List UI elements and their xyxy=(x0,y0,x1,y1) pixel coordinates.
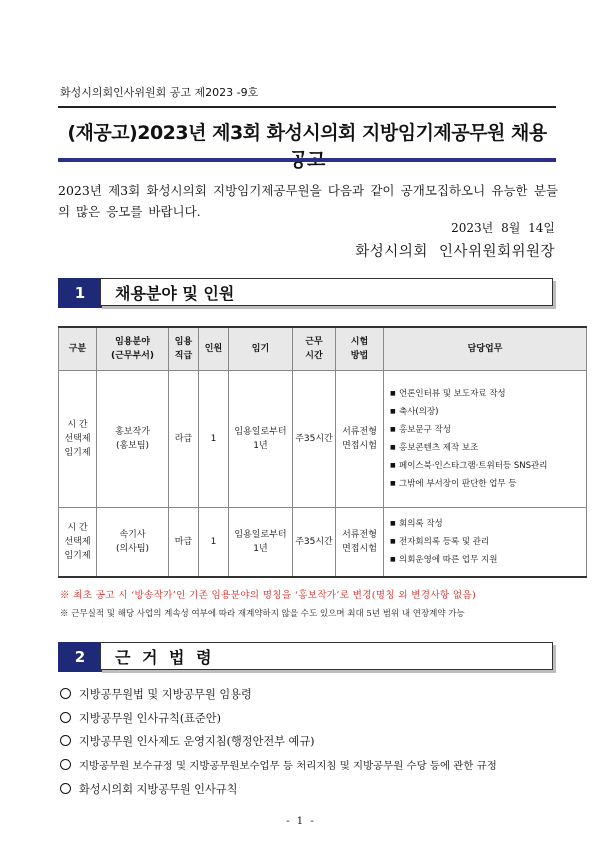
bullet-icon: ■ xyxy=(390,462,396,469)
circle-bullet-icon xyxy=(60,688,71,699)
cell-field: 홍보작가 (홍보팀) xyxy=(97,371,169,508)
law-item: 지방공무원법 및 지방공무원 임용령 xyxy=(60,683,497,707)
cell-hours: 주35시간 xyxy=(293,371,336,508)
header-hours: 근무 시간 xyxy=(293,327,336,371)
cell-term: 임용일로부터 1년 xyxy=(229,508,293,578)
duty-item: ■ 페이스북·인스타그램·트위터등 SNS관리 xyxy=(390,457,584,475)
notice-date: 2023년 8월 14일 xyxy=(451,221,555,235)
cell-term: 임용일로부터 1년 xyxy=(229,371,293,508)
cell-category: 시 간 선택제 임기제 xyxy=(59,371,97,508)
circle-bullet-icon xyxy=(60,783,71,794)
duty-item: ■ 의회운영에 따른 업무 지원 xyxy=(390,551,584,569)
law-item: 지방공무원 보수규정 및 지방공무원보수업무 등 처리지침 및 지방공무원 수당 등에 관한 규정 xyxy=(60,754,497,779)
cell-exam: 서류전형 면접시험 xyxy=(336,371,384,508)
duty-list xyxy=(390,515,584,569)
circle-bullet-icon xyxy=(60,735,71,746)
section1-title: 채용분야 및 인원 xyxy=(100,278,553,306)
bullet-icon: ■ xyxy=(390,520,396,527)
table-row xyxy=(59,371,587,508)
recruitment-table xyxy=(58,326,587,578)
duty-item: ■ 축사(의장) xyxy=(390,403,584,421)
cell-exam: 서류전형 면접시험 xyxy=(336,508,384,578)
header-grade: 임용 직급 xyxy=(169,327,199,371)
bullet-icon: ■ xyxy=(390,390,396,397)
law-item: 화성시의회 지방공무원 인사규칙 xyxy=(60,778,497,802)
cell-grade: 마급 xyxy=(169,508,199,578)
note-contract: ※ 근무실적 및 해당 사업의 계속성 여부에 따라 재계약하지 않을 수도 있으며 최대 5년 범위 내 연장계약 가능 xyxy=(60,609,465,619)
duty-list xyxy=(390,385,584,493)
header-category: 구분 xyxy=(59,327,97,371)
notice-number: 화성시의회인사위원회 공고 제2023 -9호 xyxy=(60,86,259,99)
cell-category: 시 간 선택제 임기제 xyxy=(59,508,97,578)
duty-item: ■ 홍보콘텐츠 제작 보조 xyxy=(390,439,584,457)
duty-item: ■ 언론인터뷰 및 보도자료 작성 xyxy=(390,385,584,403)
title-bottom-rule xyxy=(58,158,556,162)
intro-paragraph: 2023년 제3회 화성시의회 지방임기제공무원을 다음과 같이 공개모집하오니 유능한 분들의 많은 응모를 바랍니다. xyxy=(58,183,558,219)
bullet-icon: ■ xyxy=(390,444,396,451)
issuer-name: 화성시의회 인사위원회위원장 xyxy=(355,244,555,260)
header-field: 임용분야 (근무부서) xyxy=(97,327,169,371)
cell-field: 속기사 (의사팀) xyxy=(97,508,169,578)
bullet-icon: ■ xyxy=(390,426,396,433)
cell-grade: 라급 xyxy=(169,371,199,508)
page-title: (재공고)2023년 제3회 화성시의회 지방임기제공무원 채용 xyxy=(67,122,547,144)
table-row xyxy=(59,508,587,578)
header-count: 인원 xyxy=(199,327,229,371)
duty-item: ■ 그밖에 부서장이 판단한 업무 등 xyxy=(390,475,584,493)
header-term: 임기 xyxy=(229,327,293,371)
cell-duties xyxy=(384,371,587,508)
title-top-rule xyxy=(58,106,556,108)
law-item: 지방공무원 인사규칙(표준안) xyxy=(60,707,497,731)
duty-item: ■ 홍보문구 작성 xyxy=(390,421,584,439)
section2-title: 근 거 법 령 xyxy=(100,642,553,670)
legal-basis-list xyxy=(60,683,497,802)
section2-number: 2 xyxy=(58,642,102,672)
header-duties: 담당업무 xyxy=(384,327,587,371)
duty-item: ■ 회의록 작성 xyxy=(390,515,584,533)
bullet-icon: ■ xyxy=(390,556,396,563)
note-name-change: ※ 최초 공고 시 ‘방송작가’인 기존 임용분야의 명칭을 ‘홍보작가’로 변경(명칭 외 변경사항 없음) xyxy=(60,590,477,601)
cell-hours: 주35시간 xyxy=(293,508,336,578)
section1-number: 1 xyxy=(58,278,102,308)
law-item: 지방공무원 인사제도 운영지침(행정안전부 예규) xyxy=(60,730,497,754)
circle-bullet-icon xyxy=(60,759,71,770)
bullet-icon: ■ xyxy=(390,538,396,545)
header-exam: 시험 방법 xyxy=(336,327,384,371)
page-number: - 1 - xyxy=(286,816,314,827)
table-header-row xyxy=(59,327,587,371)
cell-count: 1 xyxy=(199,508,229,578)
circle-bullet-icon xyxy=(60,712,71,723)
bullet-icon: ■ xyxy=(390,480,396,487)
cell-duties xyxy=(384,508,587,578)
bullet-icon: ■ xyxy=(390,408,396,415)
cell-count: 1 xyxy=(199,371,229,508)
duty-item: ■ 전자회의록 등록 및 관리 xyxy=(390,533,584,551)
